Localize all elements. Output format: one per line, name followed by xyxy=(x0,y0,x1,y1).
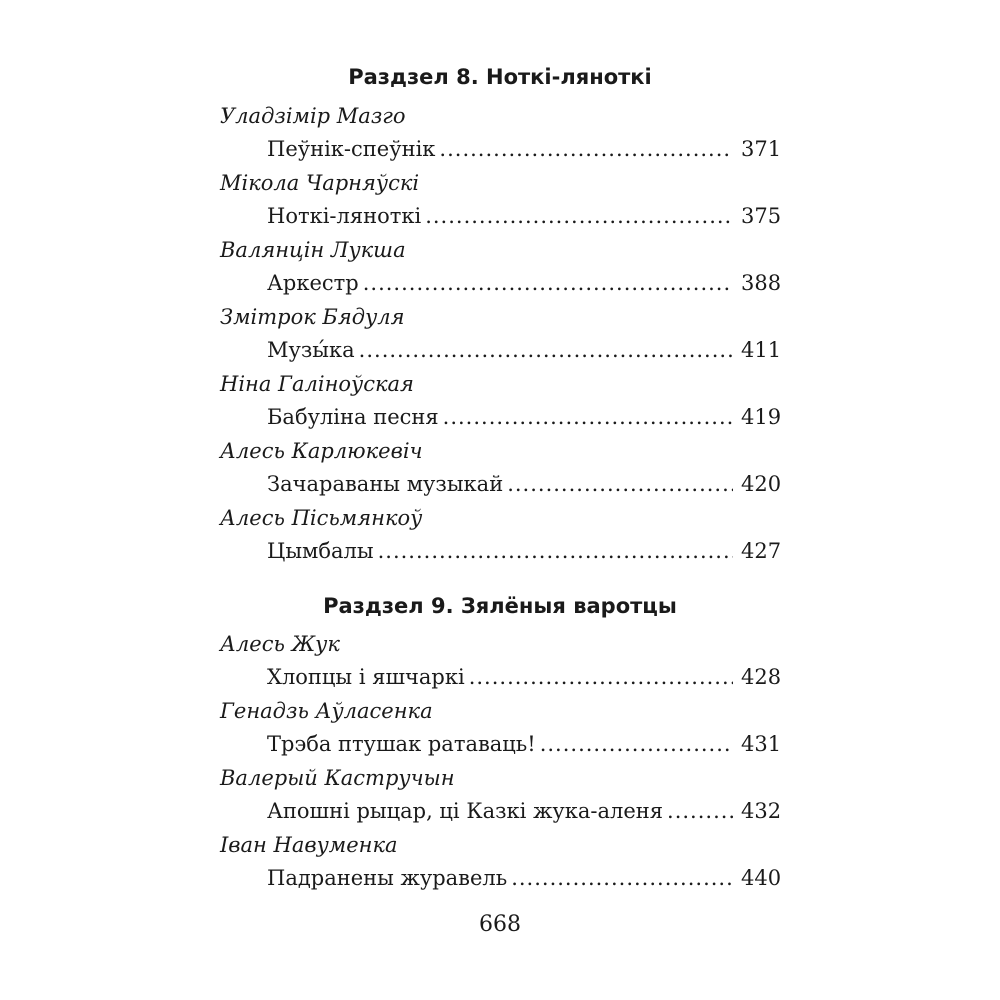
entry-title: Бабуліна песня xyxy=(267,405,439,429)
page-number: 427 xyxy=(741,539,782,563)
dot-leader xyxy=(667,796,733,826)
entry-title: Аркестр xyxy=(267,271,359,295)
dot-leader xyxy=(511,863,733,893)
page-number: 431 xyxy=(741,732,782,756)
author-name: Уладзімір Мазго xyxy=(220,104,406,128)
page-number: 420 xyxy=(741,472,782,496)
section-heading: Раздзел 8. Ноткі-ляноткі xyxy=(348,65,652,89)
dot-leader xyxy=(443,402,733,432)
dot-leader xyxy=(469,662,733,692)
entry-title: Трэба птушак ратаваць! xyxy=(267,732,536,756)
author-name: Генадзь Аўласенка xyxy=(220,699,433,723)
page-number: 432 xyxy=(741,799,782,823)
author-name: Змітрок Бядуля xyxy=(220,305,405,329)
dot-leader xyxy=(378,536,733,566)
toc-entry xyxy=(267,268,781,298)
dot-leader xyxy=(359,335,733,365)
page-number: 375 xyxy=(741,204,782,228)
author-name: Валянцін Лукша xyxy=(220,238,406,262)
toc-entry xyxy=(267,335,781,365)
dot-leader xyxy=(507,469,733,499)
page-number: 428 xyxy=(741,665,782,689)
entry-title: Хлопцы і яшчаркі xyxy=(267,665,465,689)
page-number: 411 xyxy=(741,338,782,362)
page-number: 371 xyxy=(741,137,782,161)
page-number: 388 xyxy=(741,271,782,295)
entry-title: Ноткі-ляноткі xyxy=(267,204,422,228)
entry-title: Падранены журавель xyxy=(267,866,508,890)
toc-entry xyxy=(267,201,781,231)
toc-entry xyxy=(267,536,781,566)
page-number: 440 xyxy=(741,866,782,890)
author-name: Алесь Карлюкевіч xyxy=(220,439,423,463)
toc-entry xyxy=(267,134,781,164)
page-number: 419 xyxy=(741,405,782,429)
toc-entry xyxy=(267,662,781,692)
toc-entry xyxy=(267,729,781,759)
dot-leader xyxy=(439,134,733,164)
entry-title: Музы́ка xyxy=(267,338,355,362)
author-name: Мікола Чарняўскі xyxy=(220,171,420,195)
author-name: Іван Навуменка xyxy=(220,833,398,857)
entry-title: Цымбалы xyxy=(267,539,374,563)
author-name: Валерый Кастручын xyxy=(220,766,455,790)
dot-leader xyxy=(540,729,733,759)
toc-entry xyxy=(267,796,781,826)
toc-entry xyxy=(267,469,781,499)
author-name: Алесь Пісьмянкоў xyxy=(220,506,423,530)
author-name: Алесь Жук xyxy=(220,632,340,656)
author-name: Ніна Галіноўская xyxy=(220,372,414,396)
entry-title: Апошні рыцар, ці Казкі жука-аленя xyxy=(267,799,664,823)
toc-entry xyxy=(267,863,781,893)
page-folio: 668 xyxy=(479,912,521,937)
dot-leader xyxy=(363,268,733,298)
section-heading: Раздзел 9. Зялёныя варотцы xyxy=(323,594,677,618)
entry-title: Зачараваны музыкай xyxy=(267,472,504,496)
toc-entry xyxy=(267,402,781,432)
entry-title: Пеўнік-спеўнік xyxy=(267,137,436,161)
dot-leader xyxy=(425,201,733,231)
